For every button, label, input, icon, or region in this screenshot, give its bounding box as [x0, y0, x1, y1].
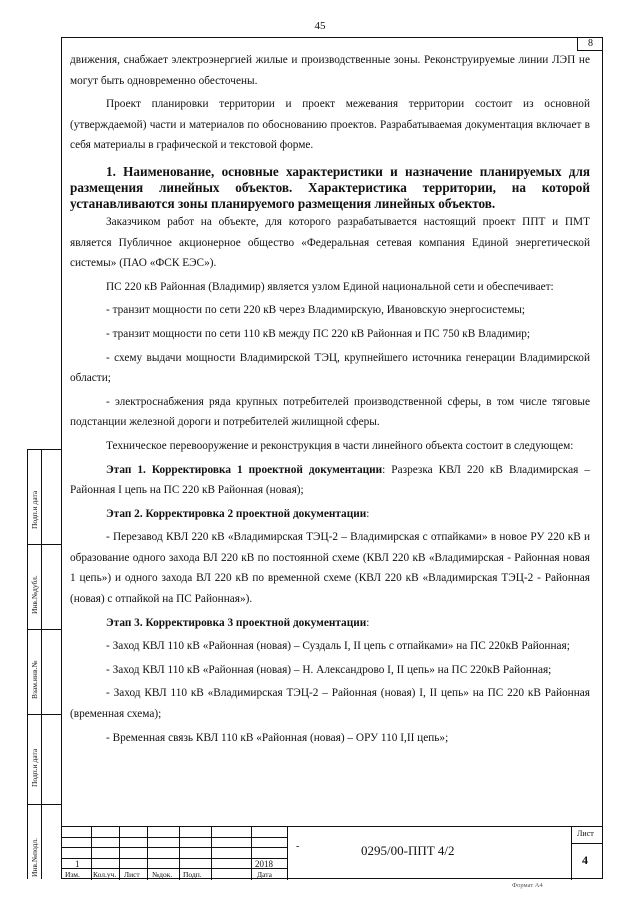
- strip-line: [27, 449, 28, 879]
- stamp-col-koluch: Кол.уч.: [93, 870, 117, 879]
- document-code: 0295/00-ППТ 4/2: [361, 843, 455, 858]
- stamp-col-ndok: №док.: [152, 870, 173, 879]
- paragraph: ПС 220 кВ Районная (Владимир) является узлом Единой национальной сети и обеспечивает:: [106, 280, 554, 293]
- list-item: - Временная связь КВЛ 110 кВ «Районная (новая) – ОРУ 110 I,II цепь»;: [106, 731, 449, 744]
- strip-line: [27, 804, 61, 805]
- stage-1-label: Этап 1. Корректировка 1 проектной документации: [106, 463, 383, 476]
- stage-3-label: Этап 3. Корректировка 3 проектной документации: [106, 616, 367, 629]
- sheet-label: Лист: [577, 829, 594, 838]
- stamp-grid-line: [61, 868, 287, 869]
- strip-label-inv-podl: Инв.№подл.: [30, 838, 39, 877]
- side-approval-strip: [27, 449, 61, 879]
- stamp-grid-line: [211, 827, 212, 880]
- paragraph: Техническое перевооружение и реконструкция в части линейного объекта состоит в следующем:: [106, 439, 574, 452]
- corner-sheet-number: 8: [577, 37, 603, 51]
- stamp-grid-line: [91, 827, 92, 880]
- strip-line: [27, 629, 61, 630]
- stamp-dash: -: [296, 841, 300, 852]
- title-block-stamp: [61, 826, 603, 879]
- stage-1-text: : Разрезка КВЛ 220 кВ Владимирская – Районная I цепь на ПС 220 кВ Районная (новая);: [70, 463, 590, 497]
- stamp-grid-line: [571, 843, 603, 844]
- stamp-grid-line: [147, 827, 148, 880]
- page-top-number: 45: [314, 20, 326, 32]
- stage-2-colon: :: [366, 507, 370, 520]
- stage-1: [70, 460, 590, 501]
- list-item: - транзит мощности по сети 220 кВ через Владимирскую, Ивановскую энергосистемы;: [106, 304, 526, 317]
- stamp-col-list: Лист: [124, 870, 140, 879]
- format-label: Формат А4: [512, 882, 543, 889]
- stamp-grid-line: [251, 827, 252, 880]
- stamp-grid-line: [179, 827, 180, 880]
- stage-3-colon: :: [366, 616, 370, 629]
- stamp-grid-line: [287, 827, 288, 880]
- stamp-row-number: 1: [75, 859, 80, 869]
- stamp-grid-line: [119, 827, 120, 880]
- list-item: - Заход КВЛ 110 кВ «Районная (новая) – Н. Александрово I, II цепь» на ПС 220кВ Районная;: [106, 663, 552, 676]
- list-item: - электроснабжения ряда крупных потребителей производственной сферы, в том числе тяговые подстанции железной дороги и потребителей жилищной сферы.: [70, 395, 590, 429]
- strip-line: [27, 544, 61, 545]
- stage-2-label: Этап 2. Корректировка 2 проектной документации: [106, 507, 367, 520]
- strip-label-podp-data-1: Подп.и дата: [30, 748, 39, 787]
- strip-line: [41, 449, 42, 879]
- list-item: - Заход КВЛ 110 кВ «Районная (новая) – Суздаль I, II цепь с отпайками» на ПС 220кВ Районная;: [106, 640, 570, 653]
- list-item: - транзит мощности по сети 110 кВ между ПС 220 кВ Районная и ПС 750 кВ Владимир;: [106, 327, 531, 340]
- stamp-col-izm: Изм.: [65, 870, 80, 879]
- sheet-number: 4: [582, 853, 588, 867]
- stamp-grid-line: [571, 827, 572, 880]
- stamp-grid-line: [61, 837, 287, 838]
- section-heading: 1. Наименование, основные характеристики и назначение планируемых для размещения линейных объектов. Характеристика территории, на которой устанавливаются зоны планируемого размещения линейных объектов.: [70, 163, 590, 211]
- strip-label-inv-dubl: Инв.№дубл.: [30, 575, 39, 614]
- list-item: - Перезавод КВЛ 220 кВ «Владимирская ТЭЦ-2 – Владимирская с отпайками» в новое РУ 220 кВ и образование одного захода ВЛ 220 кВ по постоянной схеме (КВЛ 220 кВ «Владимирская - Районная новая 1 цепь») и одного захода ВЛ 220 кВ по временной схеме (КВЛ 220 кВ «Владимирская ТЭЦ-2 - Районная (новая) с отпайкой на ПС Районная»).: [70, 531, 590, 606]
- stage-3: [70, 613, 590, 634]
- stamp-grid-line: [61, 847, 287, 848]
- list-item: - Заход КВЛ 110 кВ «Владимирская ТЭЦ-2 – Районная (новая) I, II цепь» на ПС 220 кВ Районная (временная схема);: [70, 687, 590, 721]
- stamp-grid-line: [61, 858, 287, 859]
- strip-line: [27, 714, 61, 715]
- stamp-col-podp: Подп.: [183, 870, 202, 879]
- paragraph: движения, снабжает электроэнергией жилые и производственные зоны. Реконструируемые линии ЛЭП не могут быть одновременно обесточены.: [70, 54, 590, 87]
- stamp-year: 2018: [255, 859, 273, 869]
- paragraph: Проект планировки территории и проект межевания территории состоит из основной (утверждаемой) части и материалов по обоснованию проектов. Разрабатываемая документация включает в себя материалы в графической и текстовой форме.: [70, 98, 590, 152]
- document-body: [70, 50, 590, 748]
- strip-label-vzam-inv: Взам.инв.№: [30, 660, 39, 699]
- paragraph: Заказчиком работ на объекте, для которого разрабатывается настоящий проект ППТ и ПМТ является Публичное акционерное общество «Федеральная сетевая компания Единой энергетической системы» (ПАО «ФСК ЕЭС»).: [70, 215, 590, 270]
- list-item: - схему выдачи мощности Владимирской ТЭЦ, крупнейшего источника генерации Владимирской области;: [70, 351, 590, 385]
- strip-line: [27, 449, 61, 450]
- stamp-col-data: Дата: [257, 870, 272, 879]
- stage-2: [70, 504, 590, 525]
- strip-label-podp-data-2: Подп.и дата: [30, 490, 39, 529]
